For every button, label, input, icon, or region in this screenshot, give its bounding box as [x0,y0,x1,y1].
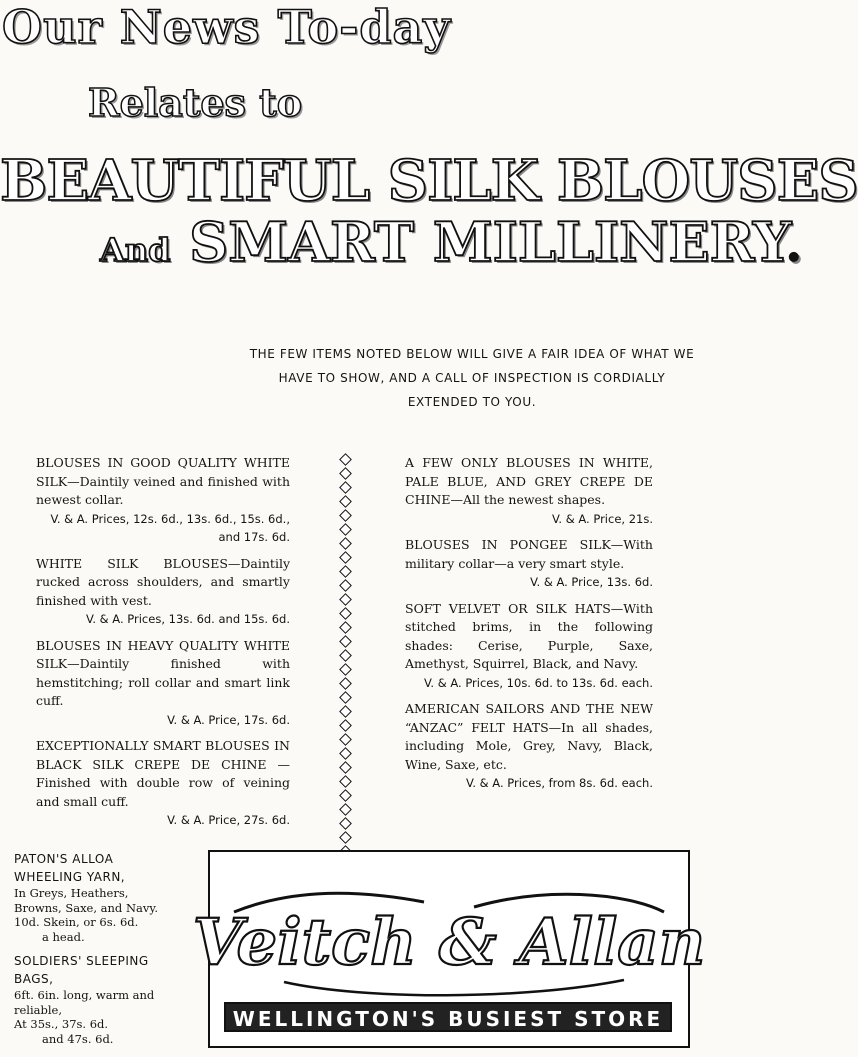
item-description: AMERICAN SAILORS AND THE NEW “ANZAC” FELT HATS—In all shades, including Mole, Grey, Navy, Black, Wine, Saxe, etc. [405,701,653,772]
list-item [405,700,653,793]
diamond-ornament-icon [339,453,352,466]
headline-beautiful-silk-blouses: BEAUTIFUL SILK BLOUSES [0,148,858,214]
side-ad-body [14,988,164,1046]
side-ad-price: 10d. Skein, or 6s. 6d. [14,915,139,929]
diamond-ornament-icon [339,593,352,606]
diamond-ornament-icon [339,523,352,536]
side-ad-yarn [14,850,164,944]
item-price: V. & A. Price, 27s. 6d. [167,813,290,827]
list-item [405,454,653,528]
diamond-ornament-icon [339,691,352,704]
diamond-ornament-icon [339,663,352,676]
item-description: BLOUSES IN PONGEE SILK—With military collar—a very smart style. [405,537,653,571]
side-ad-description: 6ft. 6in. long, warm and reliable, [14,988,155,1017]
item-price: V. & A. Price, 17s. 6d. [167,712,290,727]
side-ads [14,850,164,1054]
side-ad-body [14,886,164,944]
item-description: BLOUSES IN GOOD QUALITY WHITE SILK—Daintily veined and finished with newest collar. [36,455,290,507]
diamond-ornament-icon [339,537,352,550]
diamond-ornament-icon [339,775,352,788]
diamond-ornament-icon [339,831,352,844]
store-name: Veitch & Allan [192,905,706,980]
store-tagline: WELLINGTON'S BUSIEST STORE [224,1002,672,1032]
list-item [36,637,290,730]
diamond-ornament-icon [339,705,352,718]
headline-relates-to: Relates to [88,80,303,125]
store-logo-script [192,882,706,1002]
item-price: V. & A. Prices, from 8s. 6d. each. [465,776,653,790]
left-column [36,454,290,838]
headline-smart-millinery [100,210,803,274]
headline-our-news-today: Our News To-day [2,0,452,54]
item-price: V. & A. Prices, 10s. 6d. to 13s. 6d. each. [424,675,653,690]
diamond-ornament-icon [339,747,352,760]
item-description: BLOUSES IN HEAVY QUALITY WHITE SILK—Daintily finished with hemstitching; roll collar and smart link cuff. [36,637,290,708]
diamond-ornament-icon [339,495,352,508]
diamond-ornament-icon [339,803,352,816]
diamond-ornament-icon [339,649,352,662]
diamond-ornament-icon [339,733,352,746]
right-column [405,454,653,801]
diamond-ornament-icon [339,481,352,494]
diamond-ornament-icon [339,621,352,634]
diamond-ornament-icon [339,467,352,480]
diamond-ornament-icon [339,509,352,522]
item-description: WHITE SILK BLOUSES—Daintily rucked across shoulders, and smartly finished with vest. [36,555,290,608]
diamond-ornament-icon [339,719,352,732]
diamond-ornament-icon [339,607,352,620]
diamond-ornament-icon [339,677,352,690]
diamond-ornament-icon [339,565,352,578]
headline-and: And [100,231,171,269]
headline-full-stop: . [784,210,804,274]
diamond-ornament-icon [339,817,352,830]
side-ad-sleeping-bags [14,952,164,1046]
item-description: SOFT VELVET OR SILK HATS—With stitched brims, in the following shades: Cerise, Purple, Saxe, Amethyst, Squirrel, Black, and Navy. [405,600,653,671]
list-item [405,600,653,693]
side-ad-heading: PATON'S ALLOA WHEELING YARN, [14,852,126,884]
list-item [405,536,653,592]
headline-smart-millinery-text: SMART MILLINERY [189,210,785,274]
column-divider-ornament [338,452,352,872]
item-price: V. & A. Price, 13s. 6d. [530,575,653,589]
item-description: EXCEPTIONALLY SMART BLOUSES IN BLACK SILK CREPE DE CHINE —Finished with double row of veining and small cuff. [36,738,290,809]
diamond-ornament-icon [339,551,352,564]
side-ad-heading: SOLDIERS' SLEEPING BAGS, [14,954,149,986]
side-ad-description: In Greys, Heathers, Browns, Saxe, and Navy. [14,886,158,915]
item-price: V. & A. Price, 21s. [552,511,653,526]
list-item [36,454,290,547]
intro-paragraph: THE FEW ITEMS NOTED BELOW WILL GIVE A FAIR IDEA OF WHAT WE HAVE TO SHOW, AND A CALL OF INSPECTION IS CORDIALLY EXTENDED TO YOU. [249,347,695,409]
diamond-ornament-icon [339,761,352,774]
side-ad-price-cont: and 47s. 6d. [42,1031,114,1046]
item-price: V. & A. Prices, 13s. 6d. and 15s. 6d. [85,612,290,626]
list-item [36,555,290,629]
store-logo-box [192,850,706,1048]
item-price: V. & A. Prices, 12s. 6d., 13s. 6d., 15s. 6d., and 17s. 6d. [50,511,290,544]
diamond-ornament-icon [339,635,352,648]
item-description: A FEW ONLY BLOUSES IN WHITE, PALE BLUE, AND GREY CREPE DE CHINE—All the newest shapes. [405,455,653,507]
side-ad-price: At 35s., 37s. 6d. [14,1017,109,1031]
list-item [36,737,290,830]
diamond-ornament-icon [339,789,352,802]
side-ad-price-cont: a head. [42,929,85,944]
diamond-ornament-icon [339,579,352,592]
